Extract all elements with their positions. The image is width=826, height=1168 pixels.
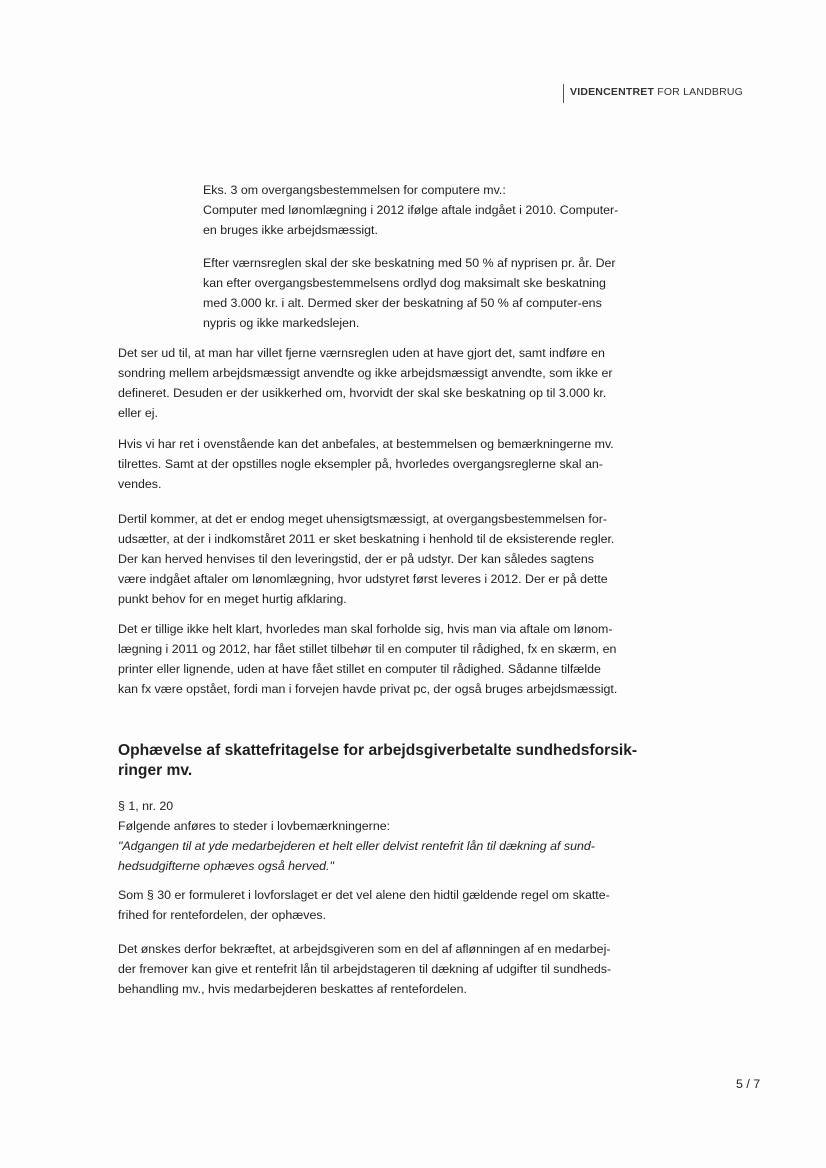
paragraph-line: tilrettes. Samt at der opstilles nogle eksempler på, hvorledes overgangsreglerne skal an-	[118, 457, 603, 471]
paragraph-line: behandling mv., hvis medarbejderen beskattes af rentefordelen.	[118, 982, 467, 996]
paragraph-line: Dertil kommer, at det er endog meget uhensigtsmæssigt, at overgangsbestemmelsen for-	[118, 512, 607, 526]
example-line: en bruges ikke arbejdsmæssigt.	[203, 223, 378, 237]
paragraph-line: Hvis vi har ret i ovenstående kan det anbefales, at bestemmelsen og bemærkningerne mv.	[118, 437, 614, 451]
section-heading-line: Ophævelse af skattefritagelse for arbejdsgiverbetalte sundhedsforsik-	[118, 742, 638, 759]
example-para-line: Efter værnsreglen skal der ske beskatning med 50 % af nyprisen pr. år. Der	[203, 256, 616, 270]
example-title: Eks. 3 om overgangsbestemmelsen for computere mv.:	[203, 183, 506, 197]
paragraph-line: lægning i 2011 og 2012, har fået stillet tilbehør til en computer til rådighed, fx en skærm, en	[118, 642, 617, 656]
org-name-bold: VIDENCENTRET	[570, 86, 655, 98]
section-reference-block	[118, 796, 708, 876]
paragraph-line: punkt behov for en meget hurtig afklaring.	[118, 592, 347, 606]
paragraph-line: vendes.	[118, 477, 162, 491]
paragraph-line: defineret. Desuden er der usikkerhed om, hvorvidt der skal ske beskatning op til 3.000 kr.	[118, 386, 607, 400]
paragraph-4	[118, 619, 708, 699]
paragraph-line: være indgået aftaler om lønomlægning, hvor udstyret først leveres i 2012. Der er på dette	[118, 572, 608, 586]
paragraph-1	[118, 343, 708, 423]
example-block	[203, 180, 673, 240]
section-quote-line: hedsudgifterne ophæves også herved."	[118, 859, 334, 873]
example-para-line: kan efter overgangsbestemmelsens ordlyd dog maksimalt ske beskatning	[203, 276, 606, 290]
paragraph-line: Som § 30 er formuleret i lovforslaget er det vel alene den hidtil gældende regel om skatte-	[118, 888, 610, 902]
page-number: 5 / 7	[736, 1077, 761, 1091]
paragraph-line: eller ej.	[118, 406, 158, 420]
example-line: Computer med lønomlægning i 2012 ifølge aftale indgået i 2010. Computer-	[203, 203, 619, 217]
paragraph-2	[118, 434, 708, 494]
paragraph-line: kan fx være opstået, fordi man i forvejen havde privat pc, der også bruges arbejdsmæssigt.	[118, 682, 618, 696]
section-intro: Følgende anføres to steder i lovbemærkningerne:	[118, 819, 391, 833]
paragraph-line: udsætter, at der i indkomståret 2011 er sket beskatning i henhold til de eksisterende regler.	[118, 532, 615, 546]
section-quote-line: "Adgangen til at yde medarbejderen et helt eller delvist rentefrit lån til dækning af sund-	[118, 839, 595, 853]
section-heading-line: ringer mv.	[118, 762, 193, 779]
example-para-line: med 3.000 kr. i alt. Dermed sker der beskatning af 50 % af computer-ens	[203, 296, 602, 310]
section-paragraph-1	[118, 885, 708, 925]
section-heading	[118, 741, 678, 781]
paragraph-line: Det ser ud til, at man har villet fjerne værnsreglen uden at have gjort det, samt indføre en	[118, 346, 605, 360]
section-reference: § 1, nr. 20	[118, 799, 174, 813]
org-name-light: FOR LANDBRUG	[657, 86, 744, 98]
example-para-line: nypris og ikke markedslejen.	[203, 316, 360, 330]
paragraph-line: Det er tillige ikke helt klart, hvorledes man skal forholde sig, hvis man via aftale om lønom-	[118, 622, 613, 636]
paragraph-line: frihed for rentefordelen, der ophæves.	[118, 908, 327, 922]
paragraph-line: der fremover kan give et rentefrit lån til arbejdstageren til dækning af udgifter til sundheds-	[118, 962, 612, 976]
paragraph-line: sondring mellem arbejdsmæssigt anvendte og ikke arbejdsmæssigt anvendte, som ikke er	[118, 366, 613, 380]
example-paragraph	[203, 253, 673, 333]
paragraph-line: Der kan herved henvises til den leveringstid, der er på udstyr. Der kan således sagtens	[118, 552, 594, 566]
paragraph-line: printer eller lignende, uden at have fået stillet en computer til rådighed. Sådanne tilfælde	[118, 662, 601, 676]
paragraph-line: Det ønskes derfor bekræftet, at arbejdsgiveren som en del af aflønningen af en medarbej-	[118, 942, 611, 956]
section-paragraph-2	[118, 939, 708, 999]
paragraph-3	[118, 509, 708, 609]
org-header	[563, 84, 743, 103]
